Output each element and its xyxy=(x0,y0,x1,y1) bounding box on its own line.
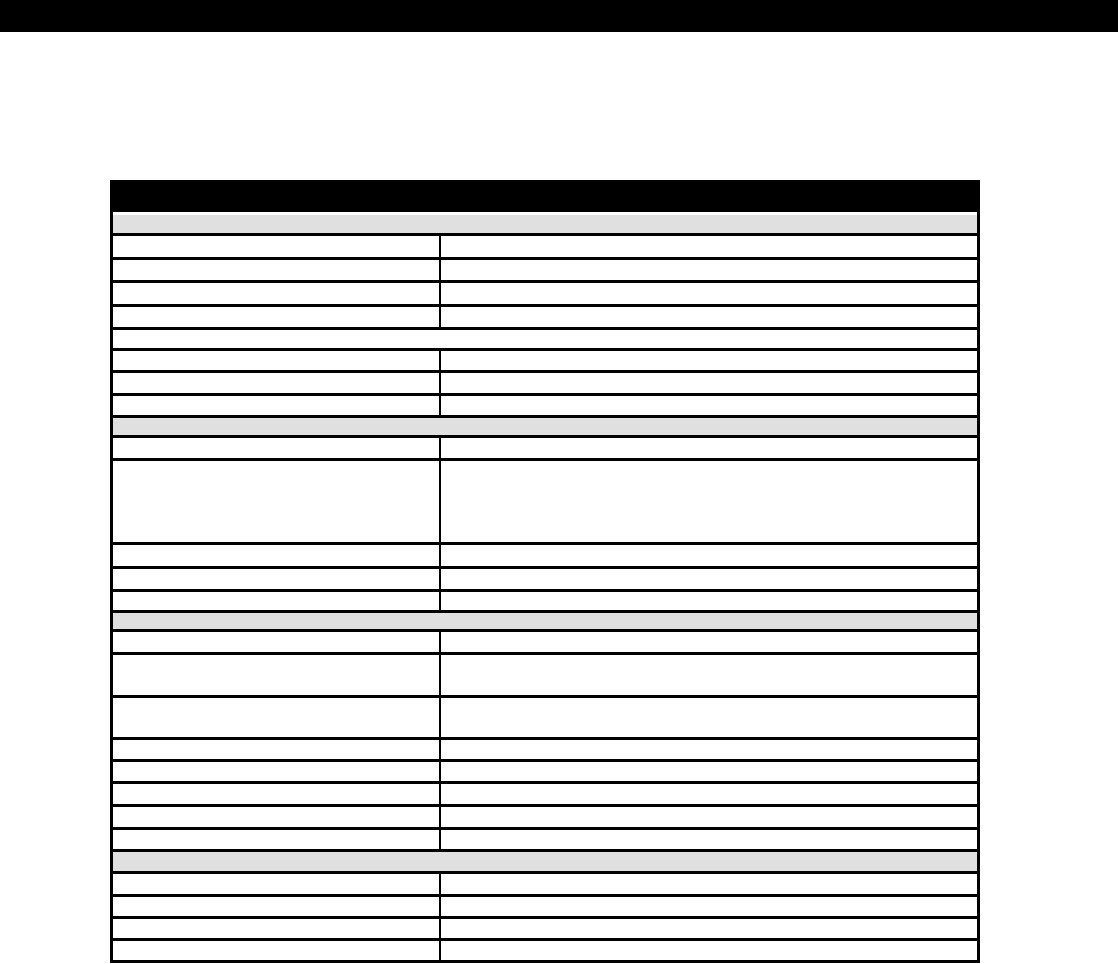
table-row xyxy=(113,233,977,257)
table-row xyxy=(113,871,977,894)
page-top-bar xyxy=(0,0,1118,32)
label-cell xyxy=(113,632,439,652)
value-cell xyxy=(439,655,977,695)
section-header-row xyxy=(113,849,977,871)
label-cell xyxy=(113,698,439,737)
value-cell xyxy=(439,941,977,960)
value-cell xyxy=(439,373,977,393)
label-cell xyxy=(113,655,439,695)
value-cell xyxy=(439,592,977,610)
table-row xyxy=(113,916,977,938)
label-cell xyxy=(113,740,439,759)
label-cell xyxy=(113,461,439,542)
section-header-label xyxy=(113,418,977,435)
label-cell xyxy=(113,307,439,327)
table-row xyxy=(113,827,977,849)
value-cell xyxy=(439,545,977,566)
value-cell xyxy=(439,438,977,458)
label-cell xyxy=(113,373,439,393)
label-cell xyxy=(113,438,439,458)
merged-row xyxy=(113,327,977,348)
value-cell xyxy=(439,307,977,327)
value-cell xyxy=(439,784,977,804)
label-cell xyxy=(113,569,439,589)
table-row xyxy=(113,804,977,827)
table-row xyxy=(113,393,977,415)
value-cell xyxy=(439,807,977,827)
label-cell xyxy=(113,283,439,304)
section-header-label xyxy=(113,215,977,233)
label-cell xyxy=(113,236,439,257)
table-row xyxy=(113,542,977,566)
value-cell xyxy=(439,396,977,415)
table-row xyxy=(113,589,977,610)
value-cell xyxy=(439,283,977,304)
table-header-label xyxy=(113,180,977,212)
table-row xyxy=(113,458,977,542)
label-cell xyxy=(113,919,439,938)
value-cell xyxy=(439,632,977,652)
spec-table xyxy=(110,180,980,963)
section-header-row xyxy=(113,415,977,435)
table-row xyxy=(113,257,977,280)
value-cell xyxy=(439,698,977,737)
value-cell xyxy=(439,897,977,916)
table-header-row xyxy=(110,180,980,212)
label-cell xyxy=(113,830,439,849)
label-cell xyxy=(113,396,439,415)
table-row xyxy=(113,629,977,652)
label-cell xyxy=(113,351,439,370)
table-row xyxy=(113,652,977,695)
table-row xyxy=(113,566,977,589)
label-cell xyxy=(113,592,439,610)
section-header-row xyxy=(113,212,977,233)
label-cell xyxy=(113,260,439,280)
label-cell xyxy=(113,545,439,566)
table-row xyxy=(113,938,977,960)
label-cell xyxy=(113,941,439,960)
label-cell xyxy=(113,897,439,916)
value-cell xyxy=(439,236,977,257)
label-cell xyxy=(113,784,439,804)
table-row xyxy=(113,304,977,327)
section-header-row xyxy=(113,610,977,629)
merged-row-label xyxy=(113,330,977,348)
table-row xyxy=(113,759,977,781)
value-cell xyxy=(439,569,977,589)
label-cell xyxy=(113,874,439,894)
table-row xyxy=(113,894,977,916)
table-row xyxy=(113,435,977,458)
section-header-label xyxy=(113,852,977,871)
table-row xyxy=(113,280,977,304)
table-row xyxy=(113,781,977,804)
value-cell xyxy=(439,351,977,370)
section-header-label xyxy=(113,613,977,629)
value-cell xyxy=(439,260,977,280)
value-cell xyxy=(439,830,977,849)
value-cell xyxy=(439,461,977,542)
table-row xyxy=(113,737,977,759)
value-cell xyxy=(439,919,977,938)
value-cell xyxy=(439,874,977,894)
table-row xyxy=(113,695,977,737)
value-cell xyxy=(439,740,977,759)
table-row xyxy=(113,348,977,370)
label-cell xyxy=(113,762,439,781)
table-row xyxy=(113,370,977,393)
value-cell xyxy=(439,762,977,781)
label-cell xyxy=(113,807,439,827)
